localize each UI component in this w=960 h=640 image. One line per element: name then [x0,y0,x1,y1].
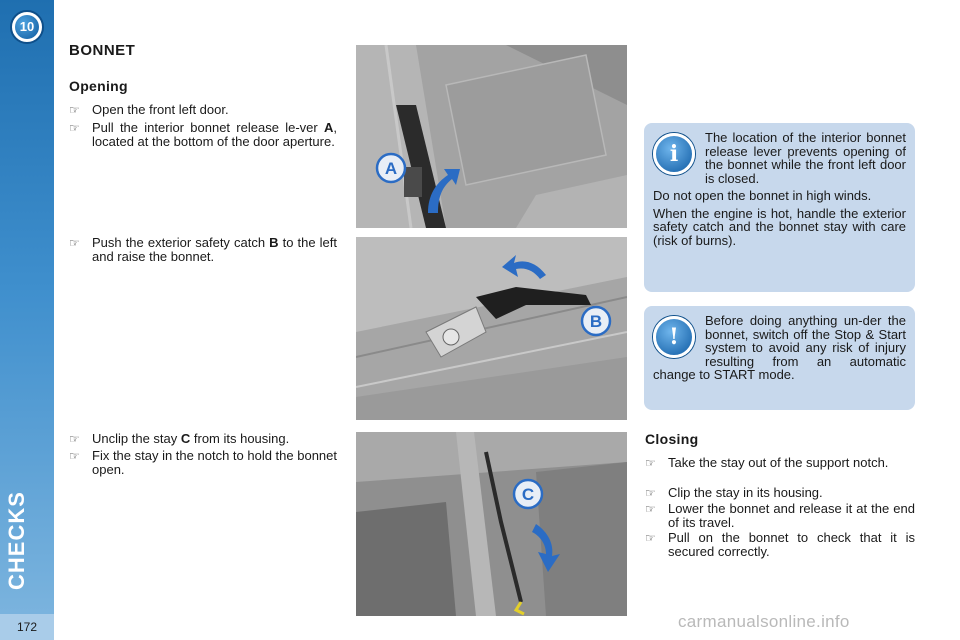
pointing-hand-icon: ☞ [69,103,80,117]
opening-step-4: ☞ Unclip the stay C from its housing. [69,431,290,446]
section-title: BONNET [69,42,136,59]
label-a: A [384,159,398,178]
photo-release-lever [356,45,627,228]
closing-heading: Closing [645,431,699,447]
opening-heading: Opening [69,78,128,94]
info-note-text-3: When the engine is hot, handle the exterior safety catch and the bonnet stay with care (risk of burns). [653,205,906,248]
opening-step-1: ☞ Open the front left door. [69,102,229,117]
closing-step-4: ☞ Pull on the bonnet to check that it is secured correctly. [645,530,915,559]
pointing-hand-icon: ☞ [645,531,656,545]
chapter-badge [10,10,44,44]
page-number: 172 [0,614,54,640]
pointing-hand-icon: ☞ [645,456,656,470]
safety-catch-illustration [356,237,627,420]
watermark: carmanualsonline.info [678,612,850,631]
info-note [644,123,915,292]
warning-icon: ! [653,316,695,358]
warning-note-text: Before doing anything un-der the bonnet, switch off the Stop & Start system to avoid any risk of injury resulting from an automatic change to START mode. [653,313,906,382]
info-note-text-1: The location of the interior bonnet release lever prevents opening of the bonnet while the front left door is closed. [705,130,906,186]
label-c: C [521,485,535,504]
info-note-text-2: Do not open the bonnet in high winds. [653,188,872,203]
warning-note [644,306,915,410]
chapter-number: 10 [15,15,39,39]
opening-step-2: ☞ Pull the interior bonnet release le-ver A, located at the bottom of the door aperture. [69,120,337,149]
pointing-hand-icon: ☞ [645,502,656,516]
pointing-hand-icon: ☞ [69,236,80,250]
pointing-hand-icon: ☞ [69,449,80,463]
pointing-hand-icon: ☞ [645,486,656,500]
photo-safety-catch [356,237,627,420]
info-icon: i [653,133,695,175]
chapter-label: CHECKS [4,491,29,590]
pointing-hand-icon: ☞ [69,432,80,446]
closing-step-2: ☞ Clip the stay in its housing. [645,485,823,500]
pointing-hand-icon: ☞ [69,121,80,135]
opening-step-5: ☞ Fix the stay in the notch to hold the bonnet open. [69,448,337,477]
chapter-sidebar [0,0,54,640]
opening-step-3: ☞ Push the exterior safety catch B to the left and raise the bonnet. [69,235,337,264]
photo-bonnet-stay [356,432,627,616]
closing-step-3: ☞ Lower the bonnet and release it at the end of its travel. [645,501,915,530]
bonnet-stay-illustration [356,432,627,616]
release-lever-illustration [356,45,627,228]
label-b: B [589,312,603,331]
closing-step-1: ☞ Take the stay out of the support notch. [645,455,889,470]
